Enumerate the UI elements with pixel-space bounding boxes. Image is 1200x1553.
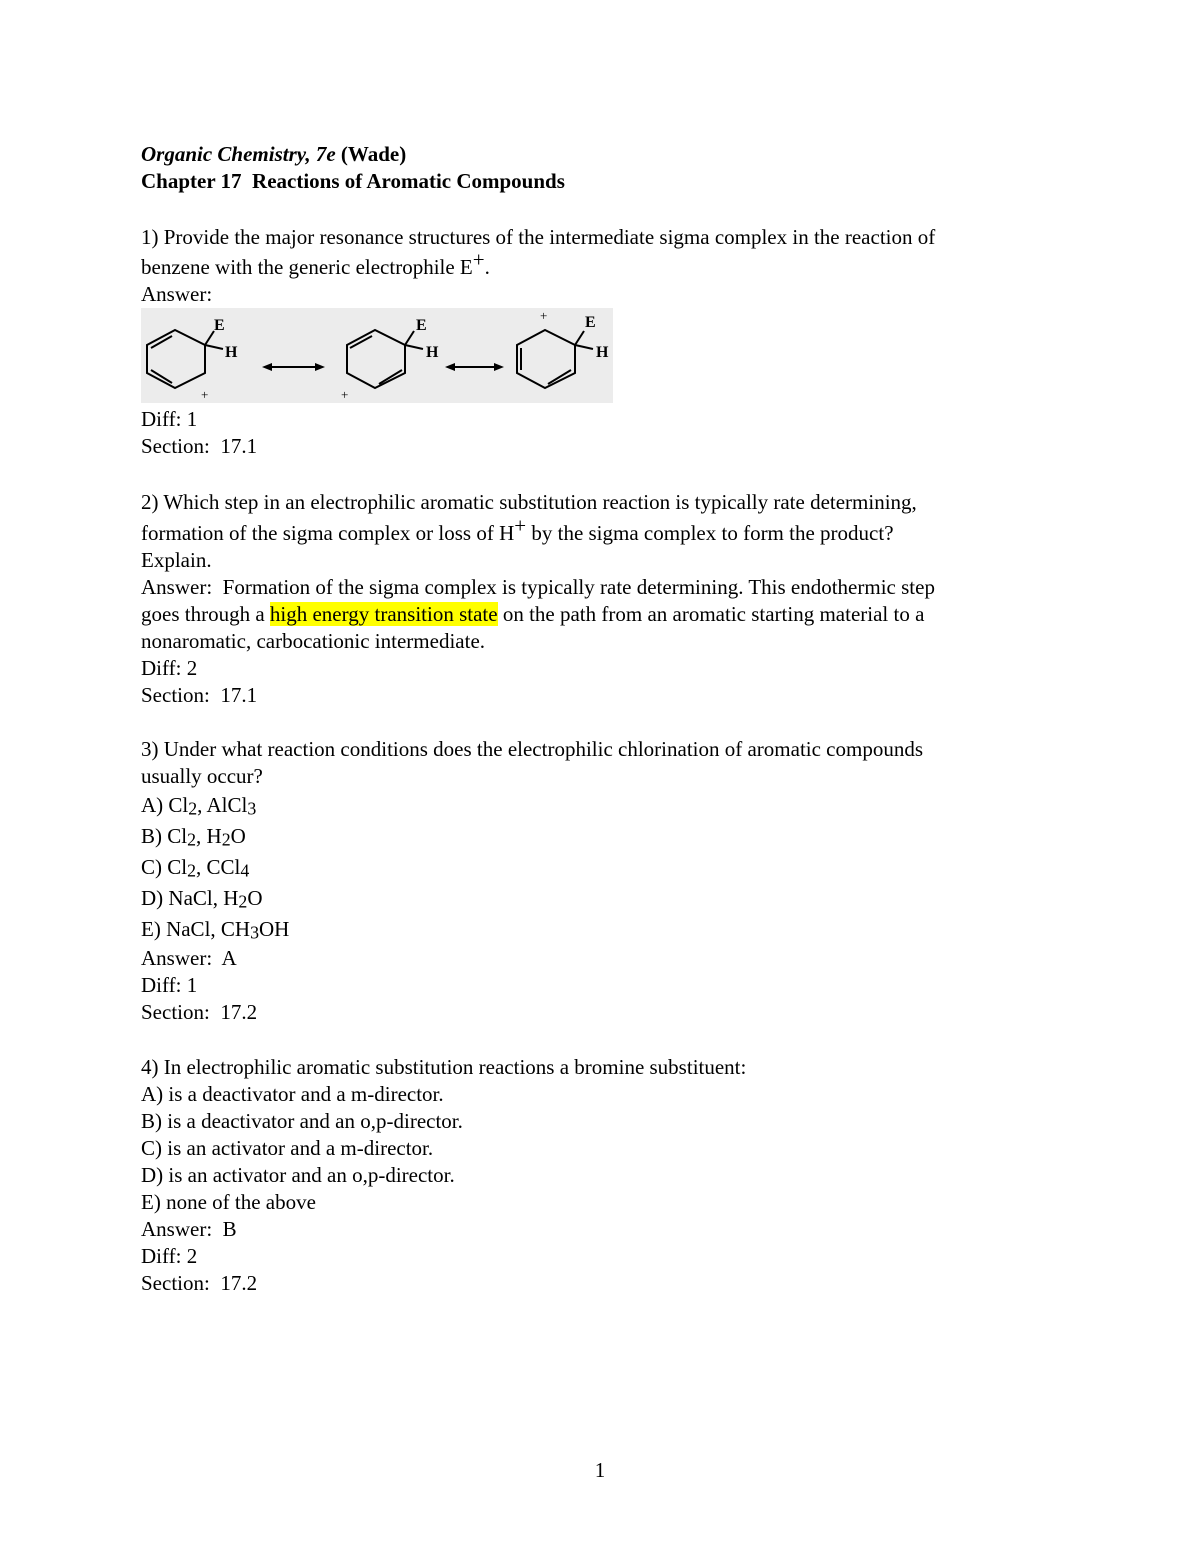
resonance-arrow-1 xyxy=(262,363,325,371)
q4-option-c: C) is an activator and a m-director. xyxy=(141,1136,434,1160)
q2-line-3: Explain. xyxy=(141,548,212,572)
label-e-1: E xyxy=(214,317,225,334)
charge-2: + xyxy=(341,387,349,402)
highlighted-text: high energy transition state xyxy=(269,602,498,626)
q4-line-1: 4) In electrophilic aromatic substitution reactions a bromine substituent: xyxy=(141,1055,747,1079)
q1-meta xyxy=(141,406,1061,460)
question-1 xyxy=(141,224,1061,308)
q3-option-c: C) $Cl_2$, CCl$_4$ xyxy=(141,855,250,881)
q3-option-a: A) $Cl_2$, AlCl$_3$ xyxy=(141,793,257,819)
resonance-arrow-2 xyxy=(445,363,504,371)
q4-option-e: E) none of the above xyxy=(141,1190,316,1214)
question-2 xyxy=(141,489,1061,709)
resonance-structures-figure xyxy=(141,308,613,403)
resonance-structures-svg xyxy=(141,308,613,403)
structure-3 xyxy=(517,330,593,388)
q1-answer-label: Answer: xyxy=(141,282,213,306)
q1-diff: Diff: 1 xyxy=(141,407,198,431)
q1-text-line-2: benzene with the generic electrophile E+. xyxy=(141,247,490,279)
charge-1: + xyxy=(201,387,209,402)
q2-section: Section: 17.1 xyxy=(141,683,258,707)
q1-section: Section: 17.1 xyxy=(141,434,258,458)
label-h-3: H xyxy=(596,344,609,361)
label-h-1: H xyxy=(225,344,238,361)
label-e-2: E xyxy=(416,317,427,334)
q3-option-e: E) NaCl, $CH_3OH$ xyxy=(141,917,290,943)
charge-3: + xyxy=(540,308,548,323)
q2-line-1: 2) Which step in an electrophilic aromatic substitution reaction is typically rate determining, xyxy=(141,490,917,514)
question-4 xyxy=(141,1054,1061,1297)
book-title: Organic Chemistry, 7e xyxy=(141,142,336,166)
chapter-title: Chapter 17 Reactions of Aromatic Compounds xyxy=(141,169,565,193)
page-number: 1 xyxy=(594,1458,606,1482)
q3-options xyxy=(141,790,1061,945)
question-3 xyxy=(141,736,1061,1026)
q4-option-d: D) is an activator and an o,p-director. xyxy=(141,1163,455,1187)
q4-diff: Diff: 2 xyxy=(141,1244,198,1268)
q4-option-b: B) is a deactivator and an o,p-director. xyxy=(141,1109,463,1133)
q3-answer: Answer: A xyxy=(141,946,237,970)
label-e-3: E xyxy=(585,314,596,331)
q3-line-2: usually occur? xyxy=(141,764,263,788)
document-header xyxy=(141,141,1061,195)
book-title-line xyxy=(141,141,1061,168)
structure-1 xyxy=(147,330,223,388)
q3-line-1: 3) Under what reaction conditions does the electrophilic chlorination of aromatic compounds xyxy=(141,737,924,761)
q4-section: Section: 17.2 xyxy=(141,1271,258,1295)
q3-option-b: B) $Cl_2$, $H_2O$ xyxy=(141,824,246,850)
q4-answer: Answer: B xyxy=(141,1217,237,1241)
q1-text-line-1: 1) Provide the major resonance structures of the intermediate sigma complex in the reaction of xyxy=(141,225,936,249)
structure-2 xyxy=(347,330,423,388)
q2-answer-line-1: Answer: Formation of the sigma complex is typically rate determining. This endothermic step xyxy=(141,575,935,599)
q2-line-2: formation of the sigma complex or loss of H+ by the sigma complex to form the product? xyxy=(141,513,894,545)
q3-section: Section: 17.2 xyxy=(141,1000,258,1024)
q2-answer-line-2: goes through a high energy transition state on the path from an aromatic starting material to a xyxy=(141,602,925,626)
q2-answer-line-3: nonaromatic, carbocationic intermediate. xyxy=(141,629,486,653)
label-h-2: H xyxy=(426,344,439,361)
q3-diff: Diff: 1 xyxy=(141,973,198,997)
book-author: (Wade) xyxy=(340,142,407,166)
q3-option-d: D) NaCl, $H_2O$ xyxy=(141,886,263,912)
q4-option-a: A) is a deactivator and a m-director. xyxy=(141,1082,444,1106)
q2-diff: Diff: 2 xyxy=(141,656,198,680)
